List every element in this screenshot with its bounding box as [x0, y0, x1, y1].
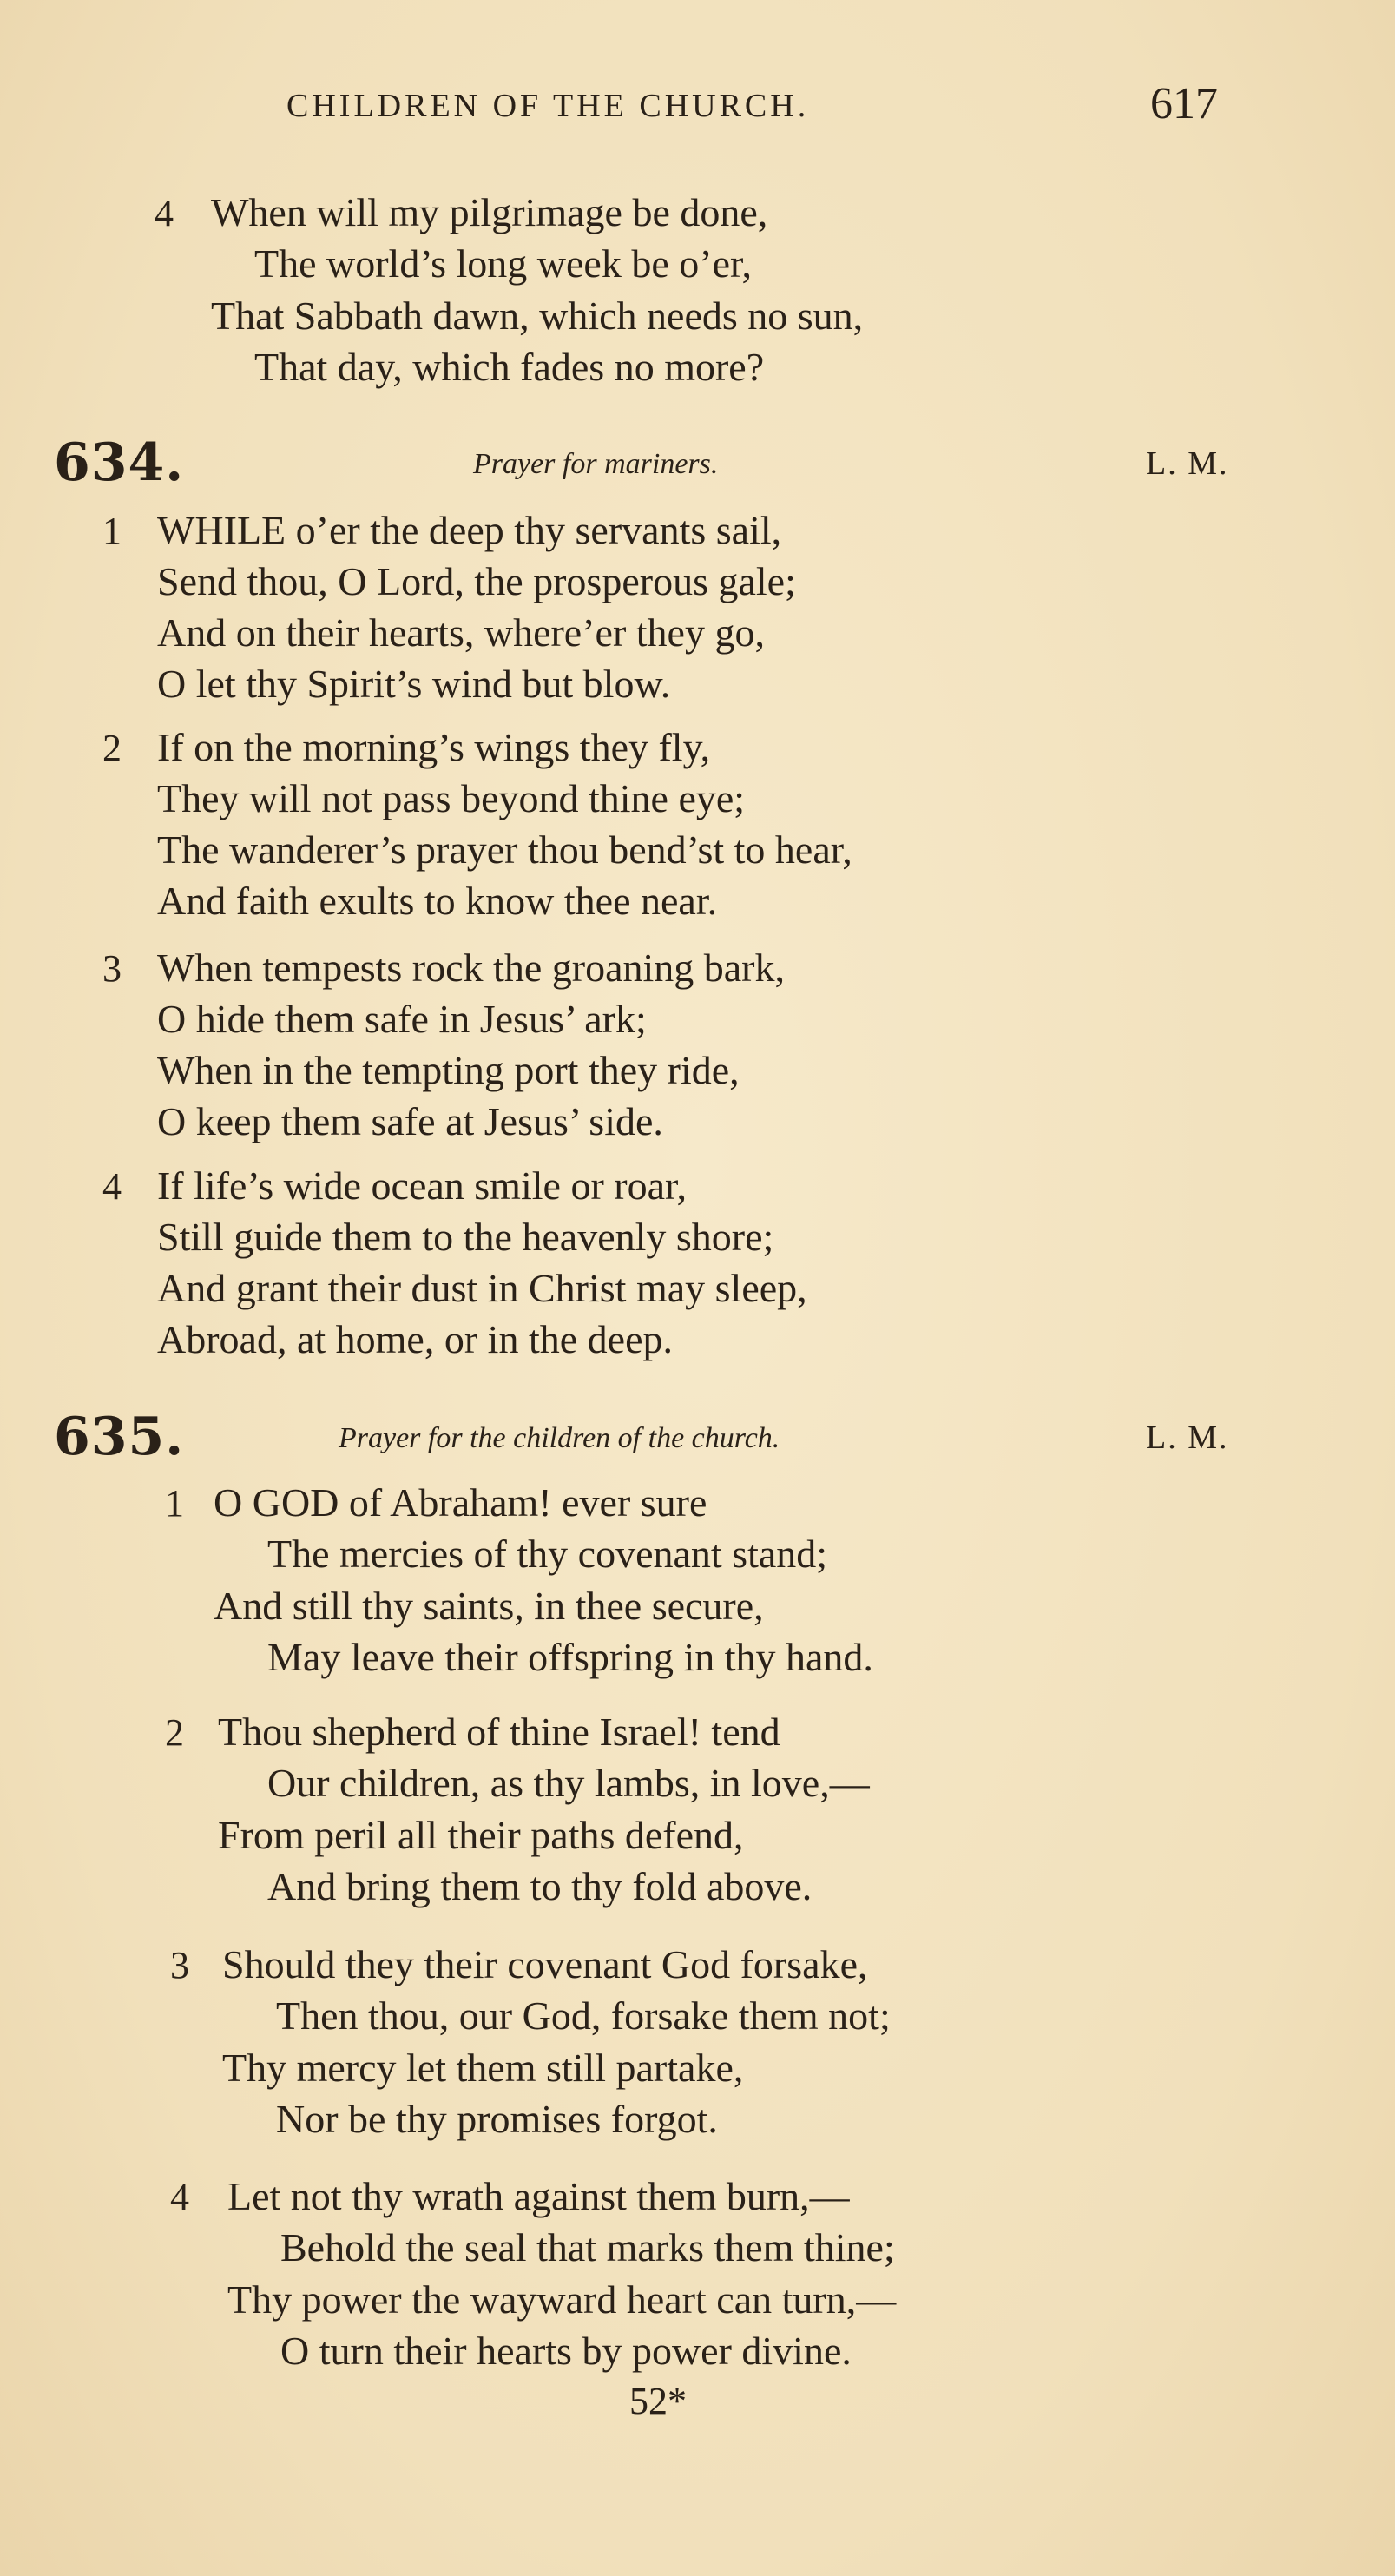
hymn-meter: L. M. [1146, 1420, 1229, 1456]
running-head: CHILDREN OF THE CHURCH. [286, 88, 810, 124]
stanza-number: 2 [102, 727, 122, 769]
verse-line: And faith exults to know thee near. [157, 879, 718, 923]
verse-line: O let thy Spirit’s wind but blow. [157, 662, 671, 706]
verse-line: That day, which fades no more? [254, 345, 765, 389]
stanza-number: 1 [102, 510, 122, 552]
hymn-number: 635. [54, 1407, 185, 1467]
verse-line: The world’s long week be o’er, [254, 241, 752, 286]
verse-line: Should they their covenant God forsake, [222, 1942, 868, 1986]
verse-line: Our children, as thy lambs, in love,— [267, 1761, 870, 1805]
verse-line: O GOD of Abraham! ever sure [214, 1480, 707, 1525]
verse-line: When tempests rock the groaning bark, [157, 945, 785, 990]
stanza-number: 4 [170, 2176, 189, 2218]
verse-line: From peril all their paths defend, [218, 1813, 744, 1857]
verse-line: Behold the seal that marks them thine; [280, 2225, 895, 2270]
verse-line: Thy power the wayward heart can turn,— [227, 2277, 897, 2322]
verse-line: WHILE o’er the deep thy servants sail, [157, 508, 782, 552]
verse-line: Thou shepherd of thine Israel! tend [218, 1710, 780, 1754]
verse-line: When will my pilgrimage be done, [211, 190, 768, 234]
stanza-number: 3 [102, 947, 122, 990]
stanza-number: 4 [102, 1165, 122, 1208]
verse-line: And bring them to thy fold above. [267, 1864, 813, 1908]
hymn-title: Prayer for the children of the church. [339, 1422, 780, 1454]
hymn-number: 634. [54, 432, 185, 493]
signature-mark: 52* [629, 2380, 687, 2422]
verse-line: Abroad, at home, or in the deep. [157, 1317, 673, 1361]
verse-line: When in the tempting port they ride, [157, 1048, 740, 1092]
verse-line: They will not pass beyond thine eye; [157, 776, 746, 820]
verse-line: Send thou, O Lord, the prosperous gale; [157, 559, 796, 603]
verse-line: Then thou, our God, forsake them not; [276, 1993, 891, 2038]
verse-line: If on the morning’s wings they fly, [157, 725, 711, 769]
hymn-title: Prayer for mariners. [473, 448, 719, 480]
verse-line: Let not thy wrath against them burn,— [227, 2174, 850, 2218]
verse-line: The mercies of thy covenant stand; [267, 1532, 828, 1576]
verse-line: That Sabbath dawn, which needs no sun, [211, 293, 864, 338]
verse-line: O turn their hearts by power divine. [280, 2329, 852, 2373]
verse-line: Nor be thy promises forgot. [276, 2097, 718, 2141]
verse-line: And on their hearts, where’er they go, [157, 610, 765, 655]
verse-line: O keep them safe at Jesus’ side. [157, 1099, 663, 1143]
stanza-number: 4 [155, 192, 174, 234]
hymn-635-heading [0, 1407, 1395, 1467]
hymn-634-heading [0, 432, 1395, 493]
stanza-number: 1 [165, 1482, 184, 1525]
page-number: 617 [1150, 79, 1218, 128]
verse-line: The wanderer’s prayer thou bend’st to hear, [157, 827, 852, 872]
verse-line: If life’s wide ocean smile or roar, [157, 1163, 687, 1208]
stanza-number: 2 [165, 1711, 184, 1754]
verse-line: May leave their offspring in thy hand. [267, 1635, 873, 1679]
verse-line: And grant their dust in Christ may sleep, [157, 1266, 807, 1310]
stanza-number: 3 [170, 1944, 189, 1986]
verse-line: Thy mercy let them still partake, [222, 2046, 744, 2090]
hymn-meter: L. M. [1146, 445, 1229, 482]
verse-line: O hide them safe in Jesus’ ark; [157, 997, 647, 1041]
verse-line: Still guide them to the heavenly shore; [157, 1215, 774, 1259]
verse-line: And still thy saints, in thee secure, [214, 1584, 764, 1628]
